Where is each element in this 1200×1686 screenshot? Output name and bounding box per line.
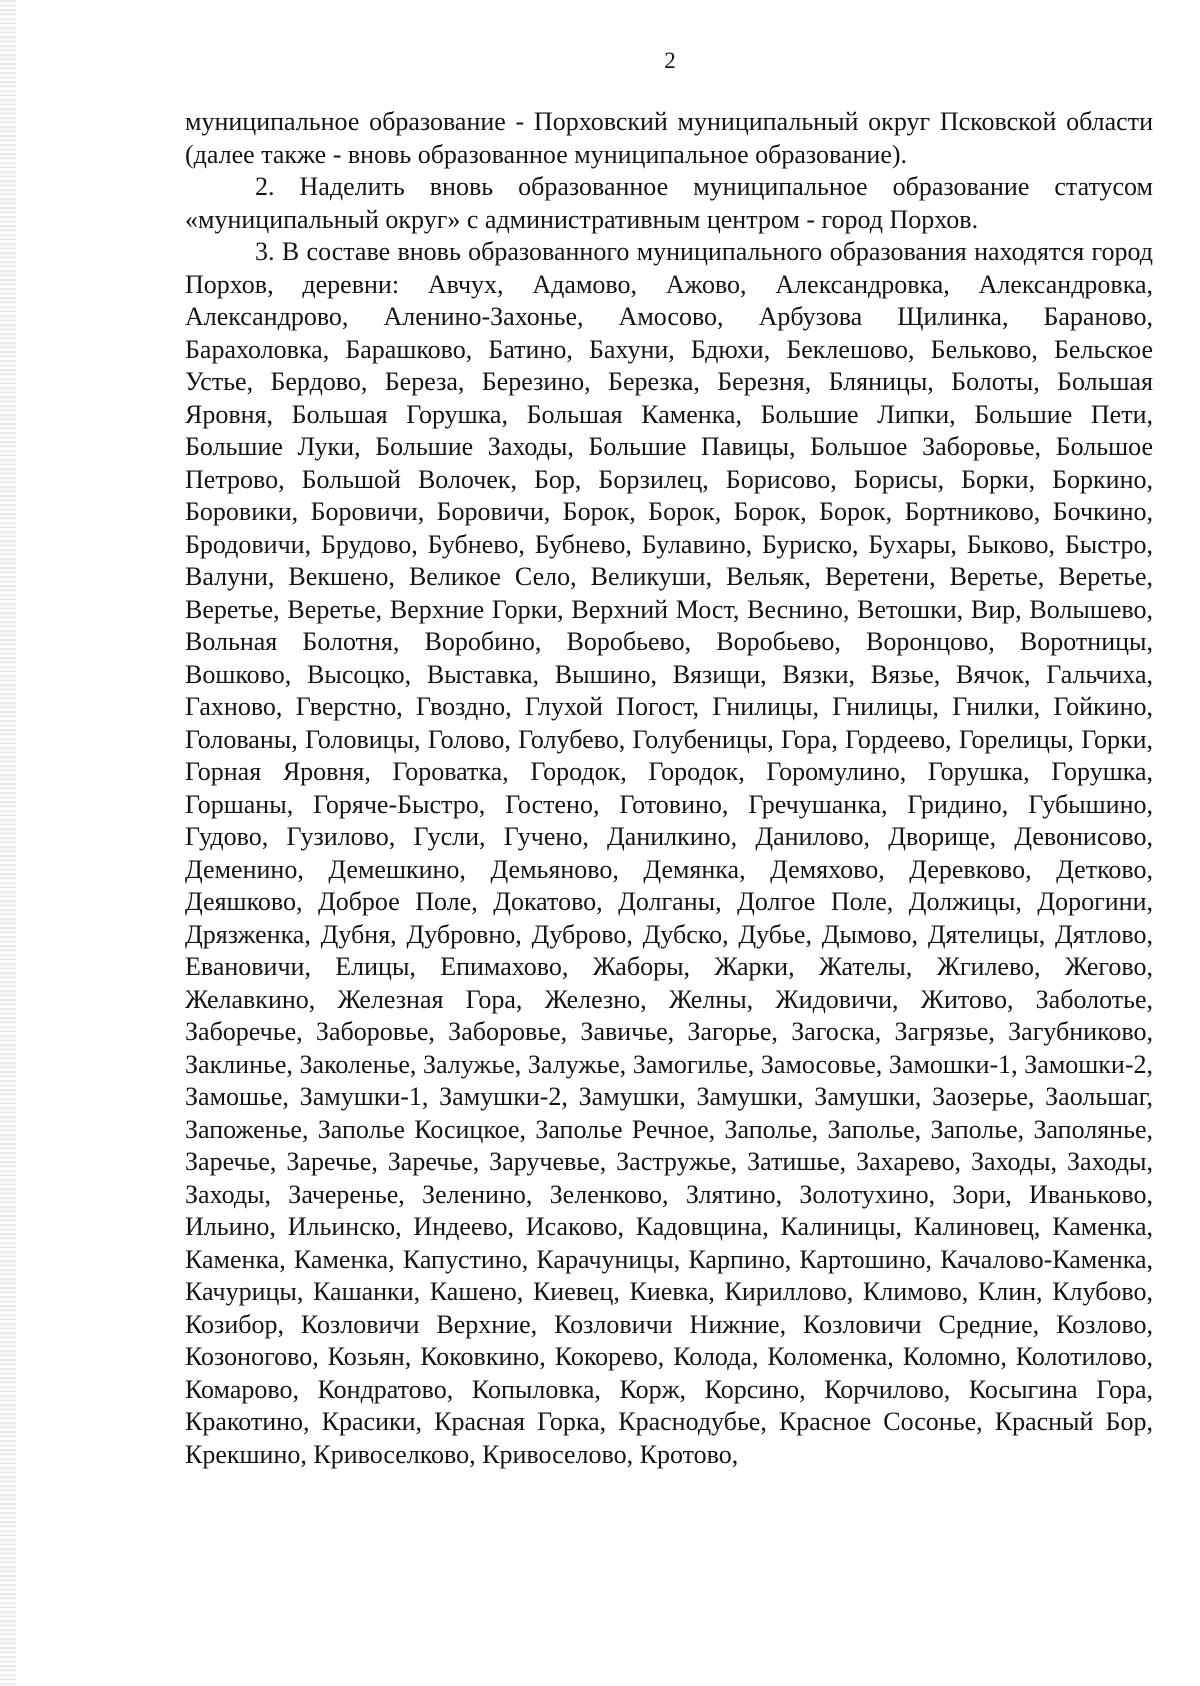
paragraph-item-2: 2. Наделить вновь образованное муниципальное образование статусом «муниципальный округ» с административным центром - город Порхов. — [185, 172, 1153, 234]
paragraph-item-3: 3. В составе вновь образованного муниципального образования находятся город Порхов, деревни: Авчух, Адамово, Ажово, Александровка, Александровка, Александрово, Аленино-Захонье, Амосово, Арбузова Щилинка, Бараново, Барахоловка, Барашково, Батино, Бахуни, Бдюхи, Беклешово, Бельково, Бельское Устье, Бердово, Береза, Березино, Березка, Березня, Бляницы, Болоты, Большая Яровня, Большая Горушка, Большая Каменка, Большие Липки, Большие Пети, Большие Луки, Большие Заходы, Большие Павицы, Большое Заборовье, Большое Петрово, Большой Волочек, Бор, Борзилец, Борисово, Борисы, Борки, Боркино, Боровики, Боровичи, Боровичи, Борок, Борок, Борок, Борок, Бортниково, Бочкино, Бродовичи, Брудово, Бубнево, Бубнево, Булавино, Буриско, Бухары, Быково, Быстро, Валуни, Векшено, Великое Село, Великуши, Вельяк, Веретени, Веретье, Веретье, Веретье, Веретье, Верхние Горки, Верхний Мост, Веснино, Ветошки, Вир, Волышево, Вольная Болотня, Воробино, Воробьево, Воробьево, Воронцово, Воротницы, Вошково, Высоцко, Выставка, Вышино, Вязищи, Вязки, Вязье, Вячок, Гальчиха, Гахново, Гверстно, Гвоздно, Глухой Погост, Гнилицы, Гнилицы, Гнилки, Гойкино, Голованы, Головицы, Голово, Голубево, Голубеницы, Гора, Гордеево, Горелицы, Горки, Горная Яровня, Гороватка, Городок, Городок, Горомулино, Горушка, Горушка, Горшаны, Горяче-Быстро, Гостено, Готовино, Гречушанка, Гридино, Губышино, Гудово, Гузилово, Гусли, Гучено, Данилкино, Данилово, Дворище, Девонисово, Деменино, Демешкино, Демьяново, Демянка, Демяхово, Деревково, Детково, Деяшково, Доброе Поле, Докатово, Долганы, Долгое Поле, Должицы, Дорогини, Дрязженка, Дубня, Дубровно, Дуброво, Дубско, Дубье, Дымово, Дятелицы, Дятлово, Евановичи, Елицы, Епимахово, Жаборы, Жарки, Жателы, Жгилево, Жегово, Желавкино, Железная Гора, Железно, Желны, Жидовичи, Житово, Заболотье, Заборечье, Заборовье, Заборовье, Завичье, Загорье, Загоска, Загрязье, Загубниково, Заклинье, Заколенье, Залужье, Залужье, Замогилье, Замосовье, Замошки-1, Замошки-2, Замошье, Замушки-1, Замушки-2, Замушки, Замушки, Замушки, Заозерье, Заольшаг, Запоженье, Заполье Косицкое, Заполье Речное, Заполье, Заполье, Заполье, Заполянье, Заречье, Заречье, Заречье, Заручевье, Застружье, Затишье, Захарево, Заходы, Заходы, Заходы, Зачеренье, Зеленино, Зеленково, Злятино, Золотухино, Зори, Иваньково, Ильино, Ильинско, Индеево, Исаково, Кадовщина, Калиницы, Калиновец, Каменка, Каменка, Каменка, Капустино, Карачуницы, Карпино, Картошино, Качалово-Каменка, Качурицы, Кашанки, Кашено, Киевец, Киевка, Кириллово, Климово, Клин, Клубово, Козибор, Козловичи Верхние, Козловичи Нижние, Козловичи Средние, Козлово, Козоногово, Козьян, Коковкино, Кокорево, Колода, Коломенка, Коломно, Колотилово, Комарово, Кондратово, Копыловка, Корж, Корсино, Корчилово, Косыгина Гора, Кракотино, Красики, Красная Горка, Краснодубье, Красное Сосонье, Красный Бор, Крекшино, Кривоселково, Кривоселово, Кротово, — [185, 237, 1153, 1469]
document-body — [185, 106, 1153, 1471]
scan-edge-artifact — [0, 0, 16, 1686]
paragraph-continuation: муниципальное образование - Порховский муниципальный округ Псковской области (далее также - вновь образованное муниципальное образование). — [185, 107, 1153, 169]
page-number: 2 — [664, 48, 676, 73]
